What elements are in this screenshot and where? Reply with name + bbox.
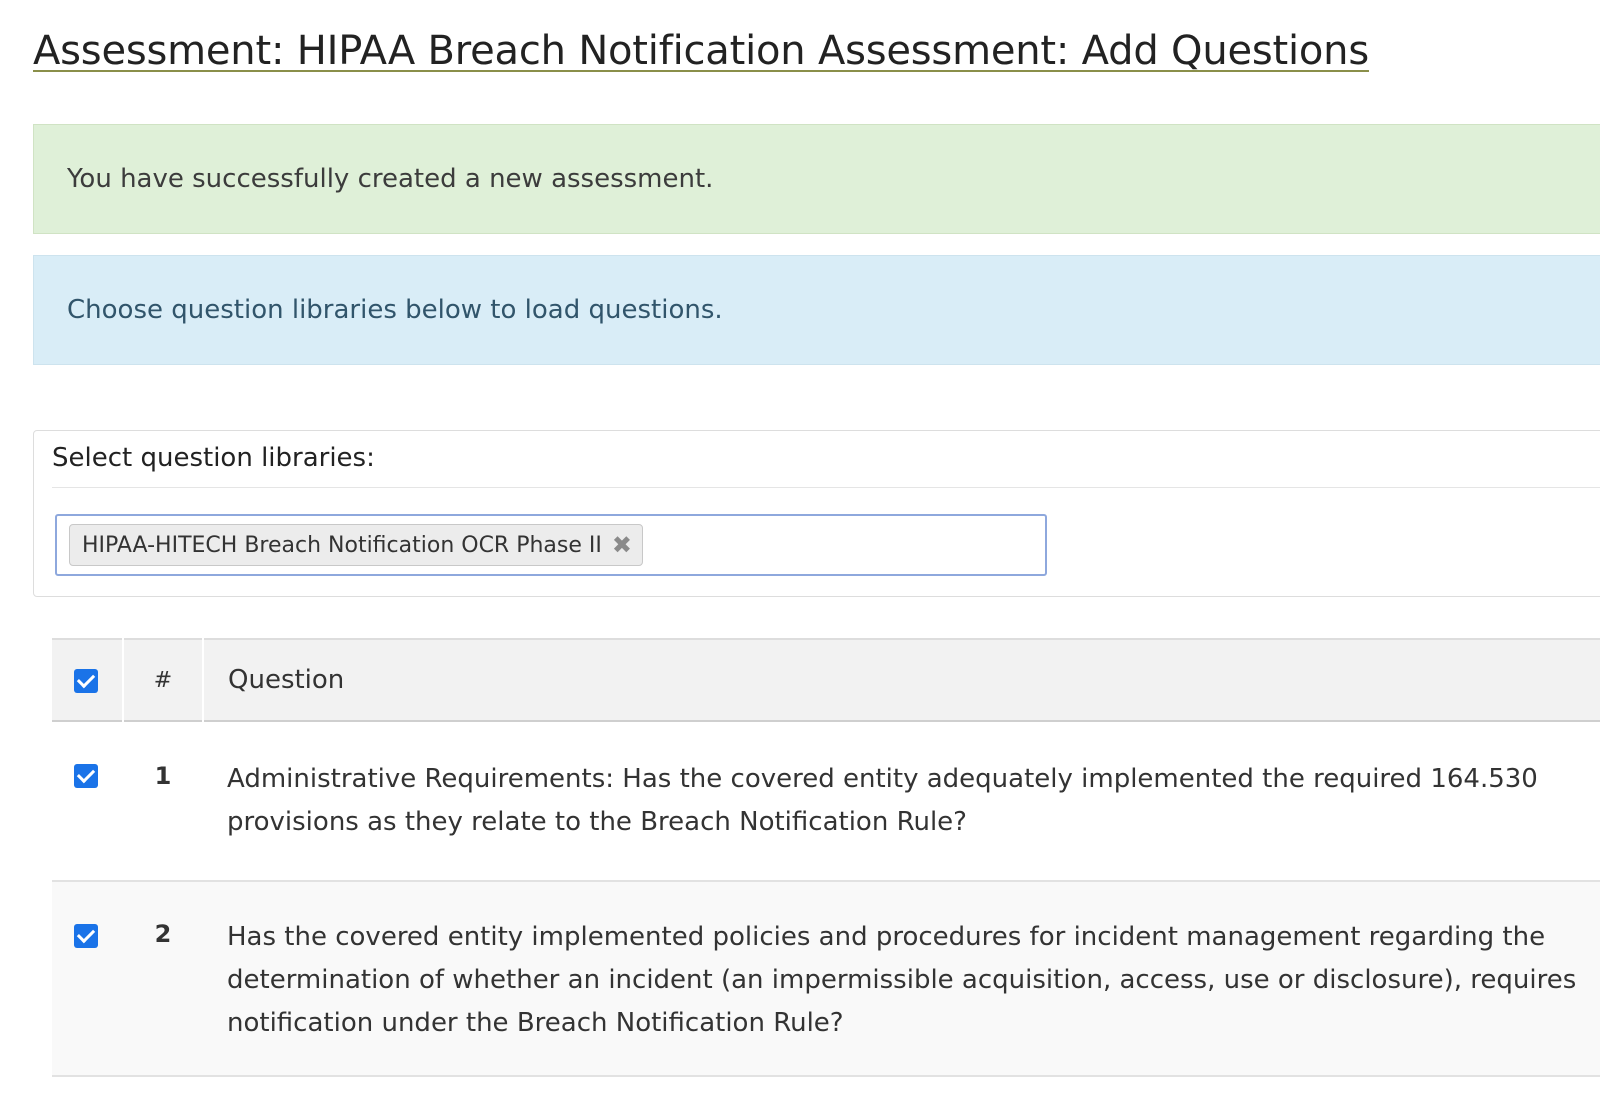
- info-alert-text: Choose question libraries below to load questions.: [67, 295, 723, 325]
- table-row: [52, 881, 1600, 1076]
- close-icon[interactable]: ✖: [611, 531, 632, 559]
- row-select-cell: [52, 881, 123, 1076]
- success-alert-text: You have successfully created a new assessment.: [67, 164, 714, 194]
- header-select-cell: [52, 639, 123, 721]
- library-multiselect-input[interactable]: [55, 514, 1047, 576]
- table-row: [52, 721, 1600, 881]
- question-number: 1: [154, 762, 172, 790]
- selected-library-chip: [69, 524, 643, 566]
- question-checkbox[interactable]: [74, 924, 98, 948]
- success-alert: [33, 124, 1600, 234]
- header-question: Question: [228, 665, 345, 695]
- questions-table: [52, 638, 1600, 1077]
- panel-divider: [52, 487, 1600, 488]
- info-alert: [33, 255, 1600, 365]
- library-select-panel: [33, 430, 1600, 597]
- header-number: #: [123, 639, 203, 721]
- question-number: 2: [154, 920, 172, 948]
- question-checkbox[interactable]: [74, 764, 98, 788]
- row-select-cell: [52, 721, 123, 881]
- select-all-checkbox[interactable]: [74, 669, 98, 693]
- page-title: Assessment: HIPAA Breach Notification Assessment: Add Questions: [33, 28, 1369, 74]
- question-text: Has the covered entity implemented policies and procedures for incident management regarding the determination of whether an incident (an impermissible acquisition, access, use or disclosure), requires notification under the Breach Notification Rule?: [227, 922, 1577, 1038]
- question-text: Administrative Requirements: Has the covered entity adequately implemented the required 164.530 provisions as they relate to the Breach Notification Rule?: [227, 764, 1538, 837]
- selected-library-label: HIPAA-HITECH Breach Notification OCR Phase II: [82, 532, 602, 558]
- library-select-heading: Select question libraries:: [52, 443, 375, 473]
- table-header-row: [52, 639, 1600, 721]
